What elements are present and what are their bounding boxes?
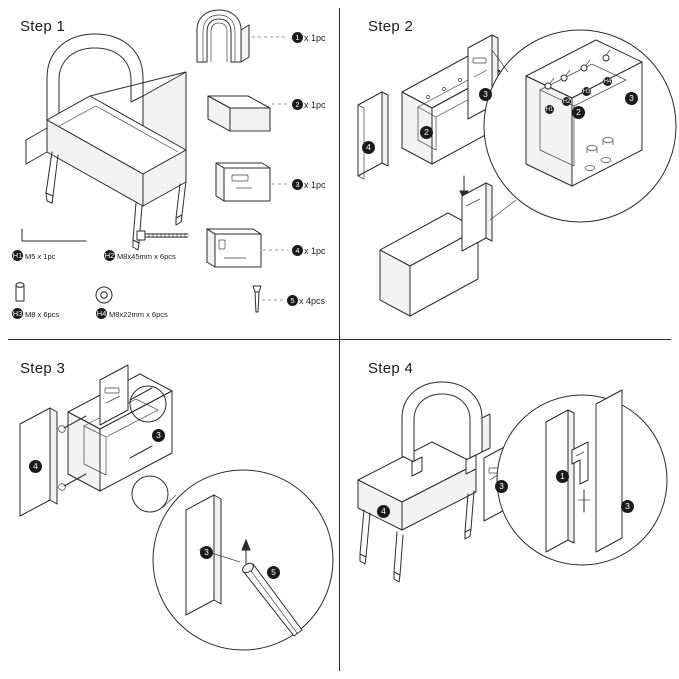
step2-hardware-h2: H2 <box>562 98 571 105</box>
hardware-h3-badge: H3 <box>12 308 23 318</box>
callout-part-2: 2 <box>292 99 303 110</box>
step2-hardware-h4: H4 <box>603 78 612 85</box>
hardware-h1-label: M5 x 1pc <box>25 252 56 261</box>
step2-callout-3b: 3 <box>625 92 638 105</box>
step-2-artwork <box>340 0 679 339</box>
callout-part-3: 3 <box>292 179 303 190</box>
step2-callout-2: 2 <box>420 126 433 139</box>
step-2-panel <box>340 0 679 339</box>
step2-callout-3a: 3 <box>479 88 492 101</box>
hardware-h4-label: M8x22mm x 6pcs <box>109 310 168 319</box>
step4-callout-3b: 3 <box>621 500 634 513</box>
step-1-artwork <box>0 0 339 339</box>
step-2-title: Step 2 <box>368 18 414 35</box>
part-4-qty: x 1pc <box>304 246 326 256</box>
hardware-h1-badge: H1 <box>12 250 23 260</box>
callout-part-5: 5 <box>287 295 298 306</box>
step4-callout-3a: 3 <box>495 480 508 493</box>
part-2-qty: x 1pc <box>304 100 326 110</box>
step2-callout-4: 4 <box>362 141 375 154</box>
hardware-h4-badge: H4 <box>96 308 107 318</box>
part-3-qty: x 1pc <box>304 180 326 190</box>
hardware-h2-badge: H2 <box>104 250 115 260</box>
step-4-panel <box>340 340 679 679</box>
callout-part-1: 1 <box>292 32 303 43</box>
step2-hardware-h3: H3 <box>582 88 591 95</box>
hardware-h2-label: M8x45mm x 6pcs <box>117 252 176 261</box>
step2-hardware-h1: H1 <box>545 106 554 113</box>
step3-callout-3a: 3 <box>152 429 165 442</box>
callout-part-4: 4 <box>292 245 303 256</box>
step4-callout-1: 1 <box>556 470 569 483</box>
part-5-qty: x 4pcs <box>299 296 326 306</box>
step2-callout-2b: 2 <box>572 106 585 119</box>
step-3-panel <box>0 340 339 679</box>
step3-callout-5: 5 <box>267 566 280 579</box>
step-3-artwork <box>0 340 339 679</box>
step3-callout-3b: 3 <box>200 546 213 559</box>
part-1-qty: x 1pc <box>304 33 326 43</box>
hardware-h3-label: M8 x 6pcs <box>25 310 60 319</box>
step-1-panel <box>0 0 339 339</box>
step3-callout-4: 4 <box>29 460 42 473</box>
step-3-title: Step 3 <box>20 360 66 377</box>
step4-callout-4: 4 <box>377 505 390 518</box>
step-1-title: Step 1 <box>20 18 66 35</box>
step-4-title: Step 4 <box>368 360 414 377</box>
